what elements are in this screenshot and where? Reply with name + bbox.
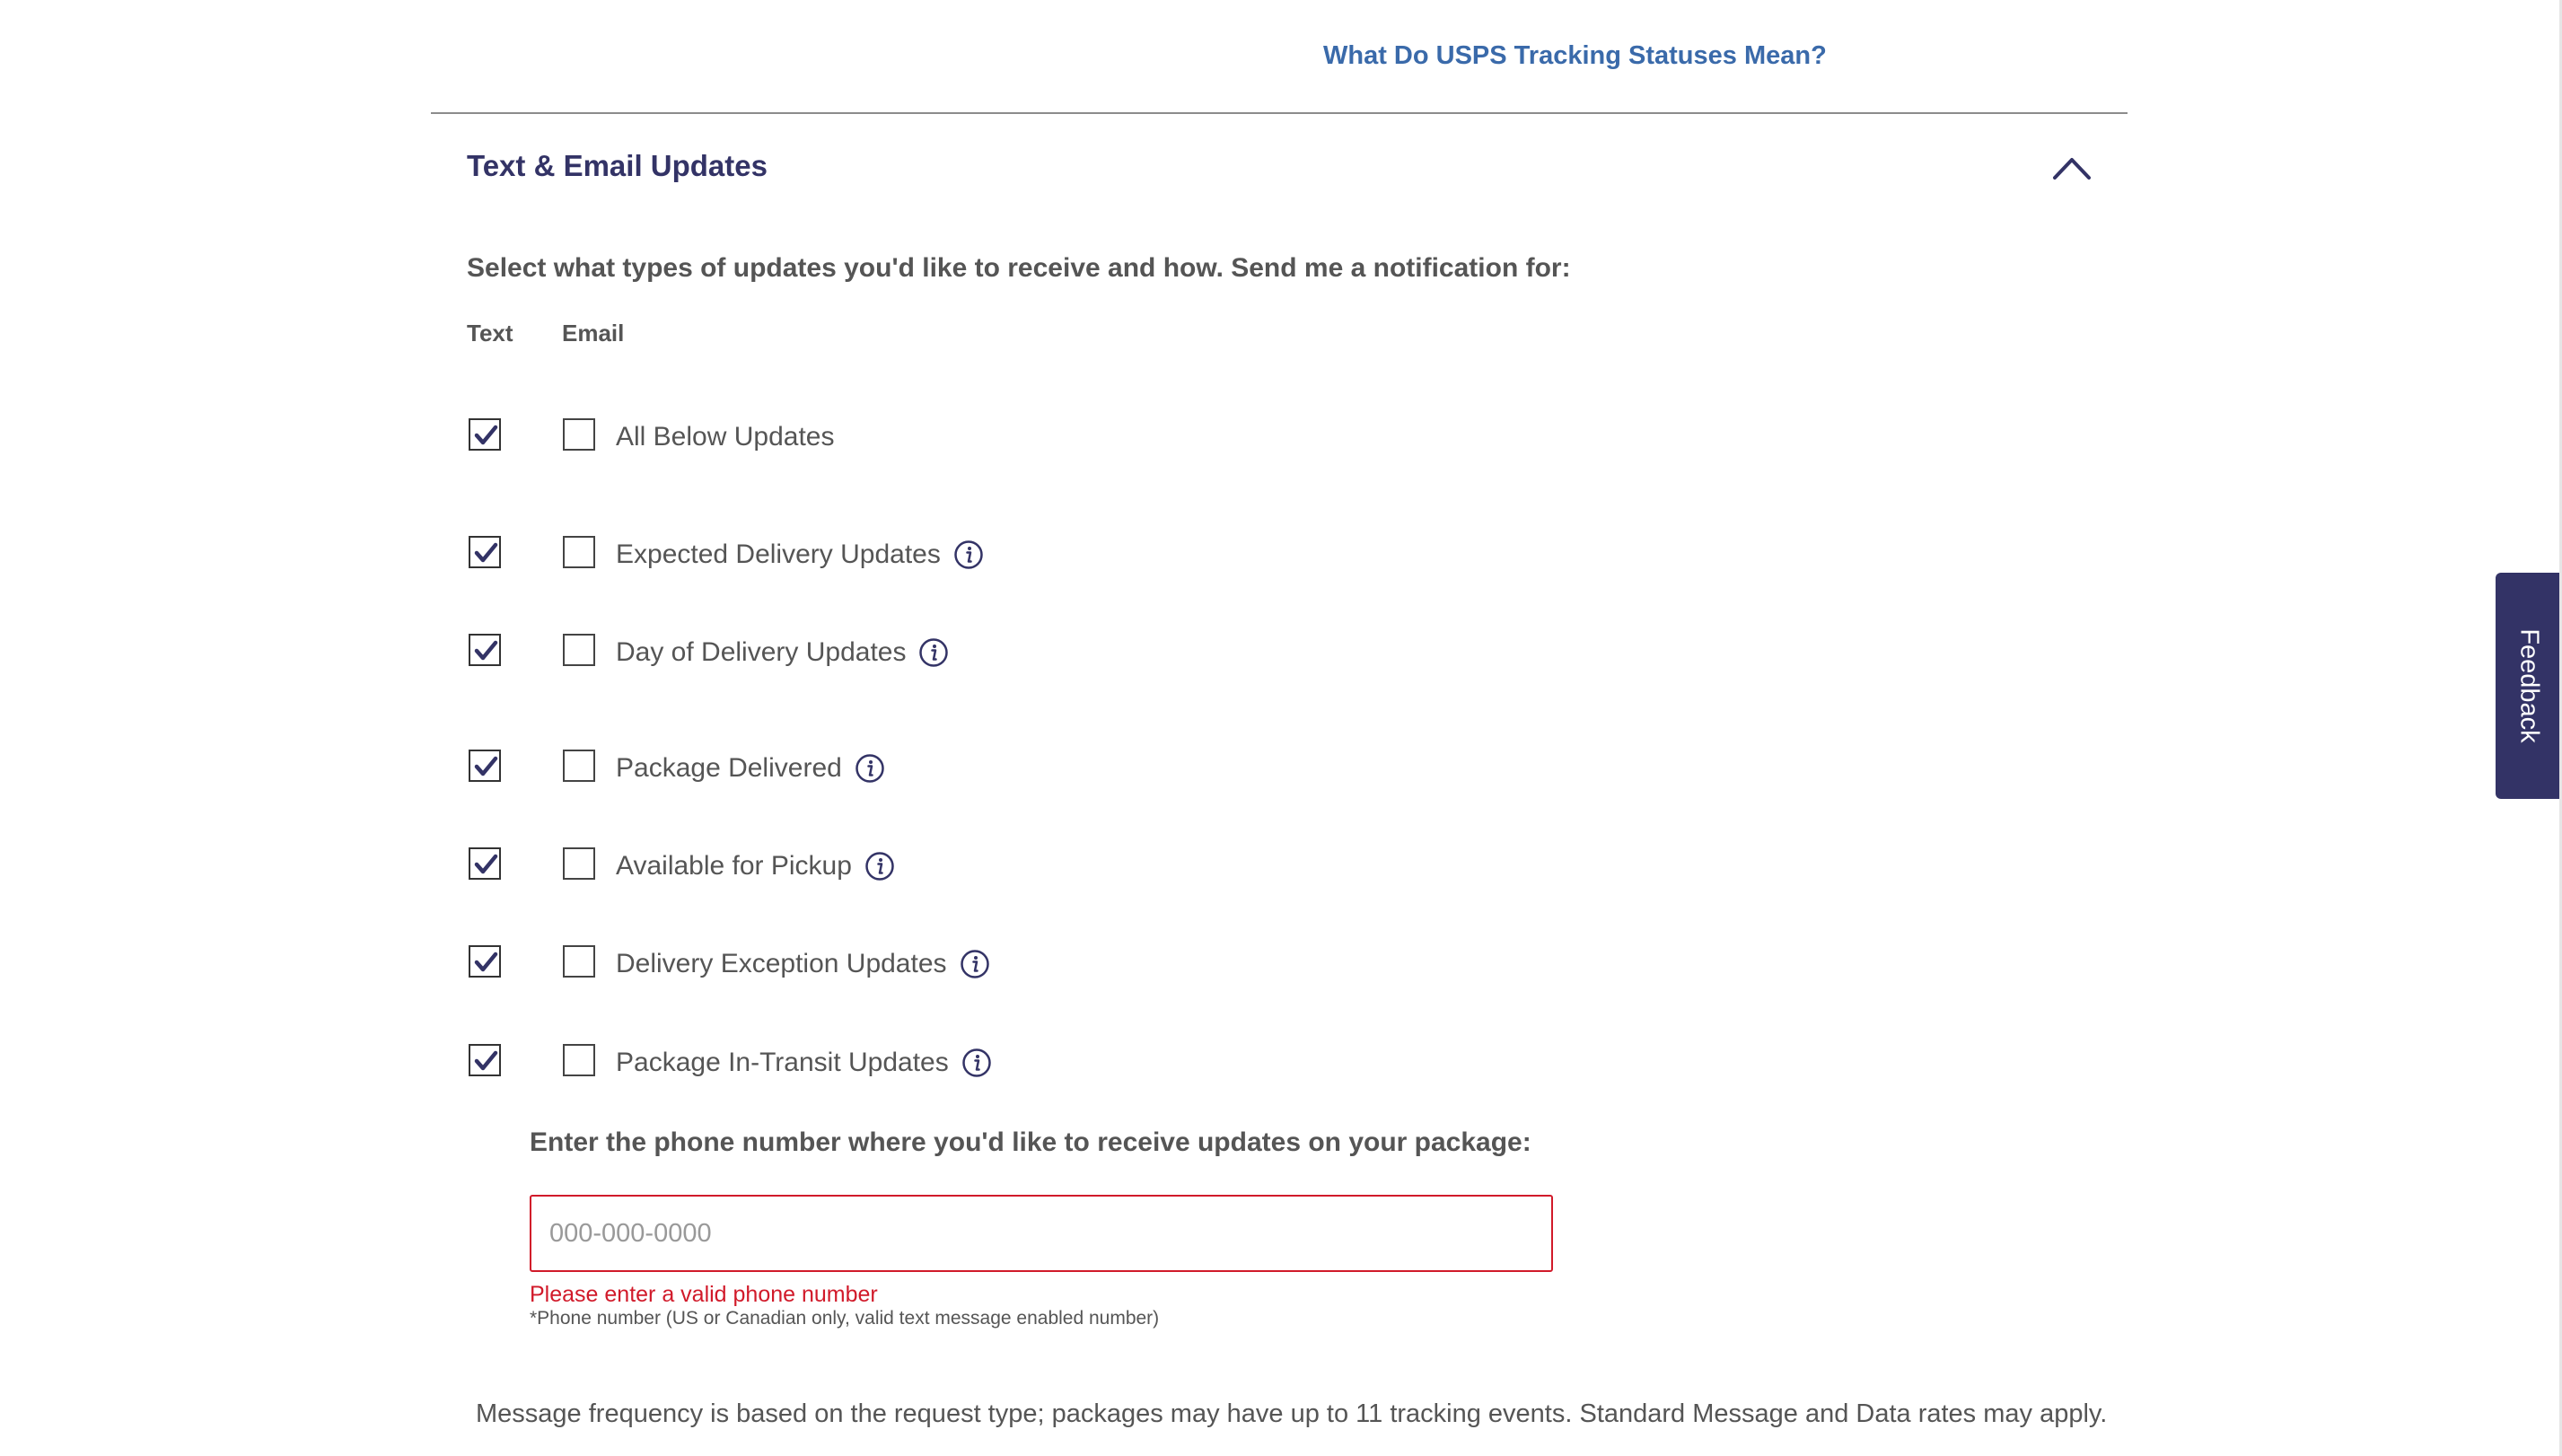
- update-option-label-wrap: [616, 422, 834, 452]
- update-option-label: Available for Pickup: [616, 851, 852, 881]
- text-checkbox[interactable]: [469, 536, 501, 568]
- update-option-label-wrap: [616, 539, 984, 570]
- update-option-label: Package In-Transit Updates: [616, 1048, 949, 1077]
- feedback-tab[interactable]: [2496, 573, 2562, 799]
- phone-note: *Phone number (US or Canadian only, valid text message enabled number): [530, 1308, 1160, 1329]
- tracking-statuses-link[interactable]: What Do USPS Tracking Statuses Mean?: [1323, 41, 1827, 70]
- update-option-label-wrap: [616, 637, 949, 668]
- info-icon[interactable]: [960, 949, 990, 979]
- email-checkbox[interactable]: [563, 536, 595, 568]
- update-option-label-wrap: [616, 753, 885, 784]
- email-checkbox[interactable]: [563, 750, 595, 782]
- info-icon[interactable]: [953, 539, 984, 570]
- update-option-label-wrap: [616, 1048, 992, 1078]
- text-checkbox[interactable]: [469, 418, 501, 451]
- email-checkbox[interactable]: [563, 1044, 595, 1076]
- section-title: Text & Email Updates: [467, 149, 768, 182]
- email-checkbox[interactable]: [563, 634, 595, 666]
- update-option-label: All Below Updates: [616, 422, 835, 452]
- text-checkbox[interactable]: [469, 1044, 501, 1076]
- email-checkbox[interactable]: [563, 418, 595, 451]
- update-option-label-wrap: [616, 949, 990, 979]
- text-column-header: Text: [467, 320, 513, 346]
- info-icon[interactable]: [961, 1048, 992, 1078]
- email-checkbox[interactable]: [563, 847, 595, 880]
- info-icon[interactable]: [864, 851, 895, 881]
- feedback-label: Feedback: [2514, 628, 2544, 743]
- update-option-label: Package Delivered: [616, 753, 842, 783]
- info-icon[interactable]: [855, 753, 885, 784]
- chevron-up-icon[interactable]: [2052, 154, 2092, 181]
- text-checkbox[interactable]: [469, 847, 501, 880]
- update-option-label-wrap: [616, 851, 895, 881]
- email-checkbox[interactable]: [563, 945, 595, 978]
- info-icon[interactable]: [918, 637, 949, 668]
- phone-input[interactable]: [530, 1195, 1553, 1272]
- text-checkbox[interactable]: [469, 750, 501, 782]
- email-column-header: Email: [562, 320, 625, 346]
- update-option-label: Delivery Exception Updates: [616, 949, 947, 978]
- update-option-label: Day of Delivery Updates: [616, 637, 907, 667]
- text-checkbox[interactable]: [469, 634, 501, 666]
- instructions-text: Select what types of updates you'd like to receive and how. Send me a notification for:: [467, 253, 1571, 283]
- message-frequency-note: Message frequency is based on the request type; packages may have up to 11 tracking events. Standard Message and Data rates may apply.: [476, 1399, 2108, 1428]
- phone-error-message: Please enter a valid phone number: [530, 1282, 878, 1307]
- section-divider: [431, 112, 2128, 114]
- text-checkbox[interactable]: [469, 945, 501, 978]
- phone-label: Enter the phone number where you'd like to receive updates on your package:: [530, 1127, 1531, 1157]
- update-option-label: Expected Delivery Updates: [616, 539, 941, 569]
